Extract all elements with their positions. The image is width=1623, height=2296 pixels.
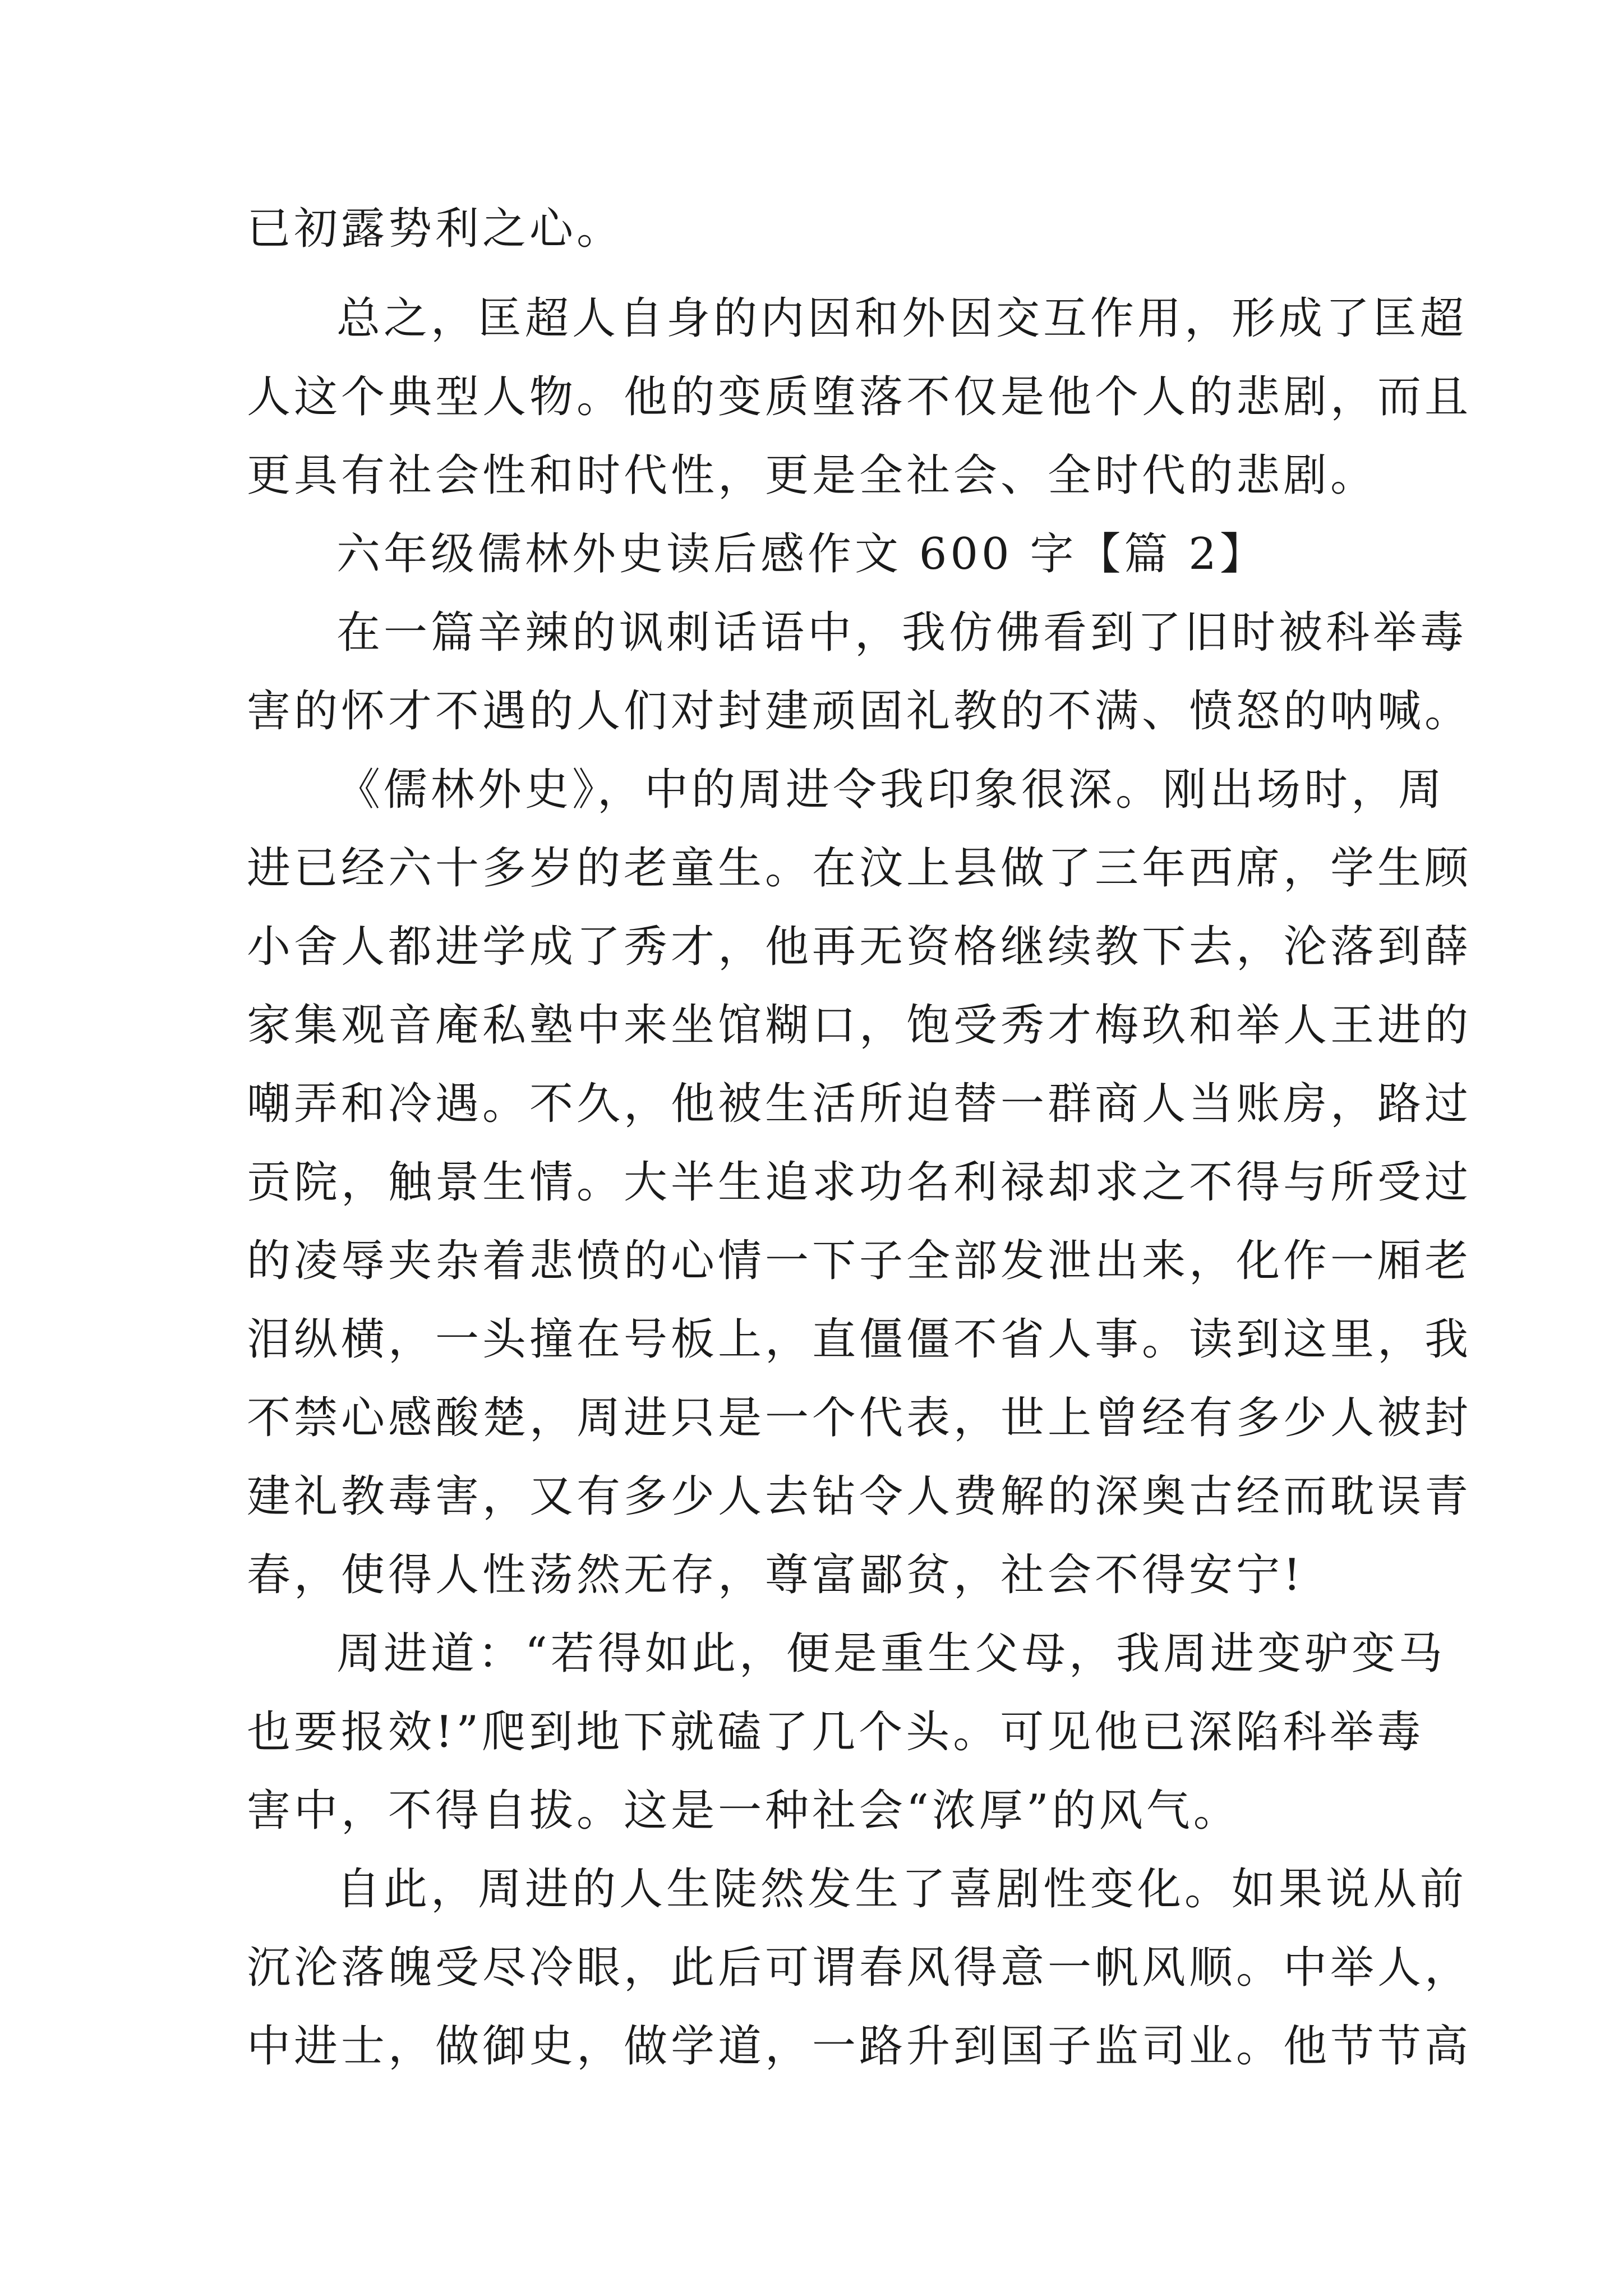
text-line: 沉沦落魄受尽冷眼，此后可谓春风得意一帆风顺。中举人， [247,1943,1472,1993]
text-line: 人这个典型人物。他的变质堕落不仅是他个人的悲剧，而且 [247,372,1472,422]
section-heading: 六年级儒林外史读后感作文 600 字【篇 2】 [336,529,1267,579]
text-line: 已初露势利之心。 [247,204,624,254]
text-line: 更具有社会性和时代性，更是全社会、全时代的悲剧。 [247,450,1378,501]
text-line: 进已经六十多岁的老童生。在汶上县做了三年西席，学生顾 [247,843,1472,894]
text-line: 嘲弄和冷遇。不久，他被生活所迫替一群商人当账房，路过 [247,1079,1472,1129]
text-line: 春，使得人性荡然无存，尊富鄙贫，社会不得安宁! [247,1550,1304,1600]
text-line: 小舍人都进学成了秀才，他再无资格继续教下去，沦落到薛 [247,922,1472,972]
text-line: 的凌辱夹杂着悲愤的心情一下子全部发泄出来，化作一厢老 [247,1236,1472,1286]
text-line: 害的怀才不遇的人们对封建顽固礼教的不满、愤怒的呐喊。 [247,686,1472,737]
paragraph-start: 自此，周进的人生陡然发生了喜剧性变化。如果说从前 [336,1864,1468,1915]
paragraph-start: 总之，匡超人自身的内因和外因交互作用，形成了匡超 [336,293,1468,344]
paragraph-start: 《儒林外史》，中的周进令我印象很深。刚出场时，周 [336,765,1446,815]
text-line: 中进士，做御史，做学道，一路升到国子监司业。他节节高 [247,2021,1472,2072]
text-line: 家集观音庵私塾中来坐馆糊口，饱受秀才梅玖和举人王进的 [247,1000,1472,1051]
text-line: 泪纵横，一头撞在号板上，直僵僵不省人事。读到这里，我 [247,1314,1472,1365]
text-line: 害中，不得自拔。这是一种社会“浓厚”的风气。 [247,1786,1241,1836]
paragraph-start: 在一篇辛辣的讽刺话语中，我仿佛看到了旧时被科举毒 [336,608,1468,658]
paragraph-start: 周进道：“若得如此，便是重生父母，我周进变驴变马 [336,1628,1446,1679]
text-line: 贡院，触景生情。大半生追求功名利禄却求之不得与所受过 [247,1157,1472,1208]
text-line: 也要报效!”爬到地下就磕了几个头。可见他已深陷科举毒 [247,1707,1424,1757]
text-line: 建礼教毒害，又有多少人去钻令人费解的深奥古经而耽误青 [247,1471,1472,1522]
text-line: 不禁心感酸楚，周进只是一个代表，世上曾经有多少人被封 [247,1393,1472,1443]
